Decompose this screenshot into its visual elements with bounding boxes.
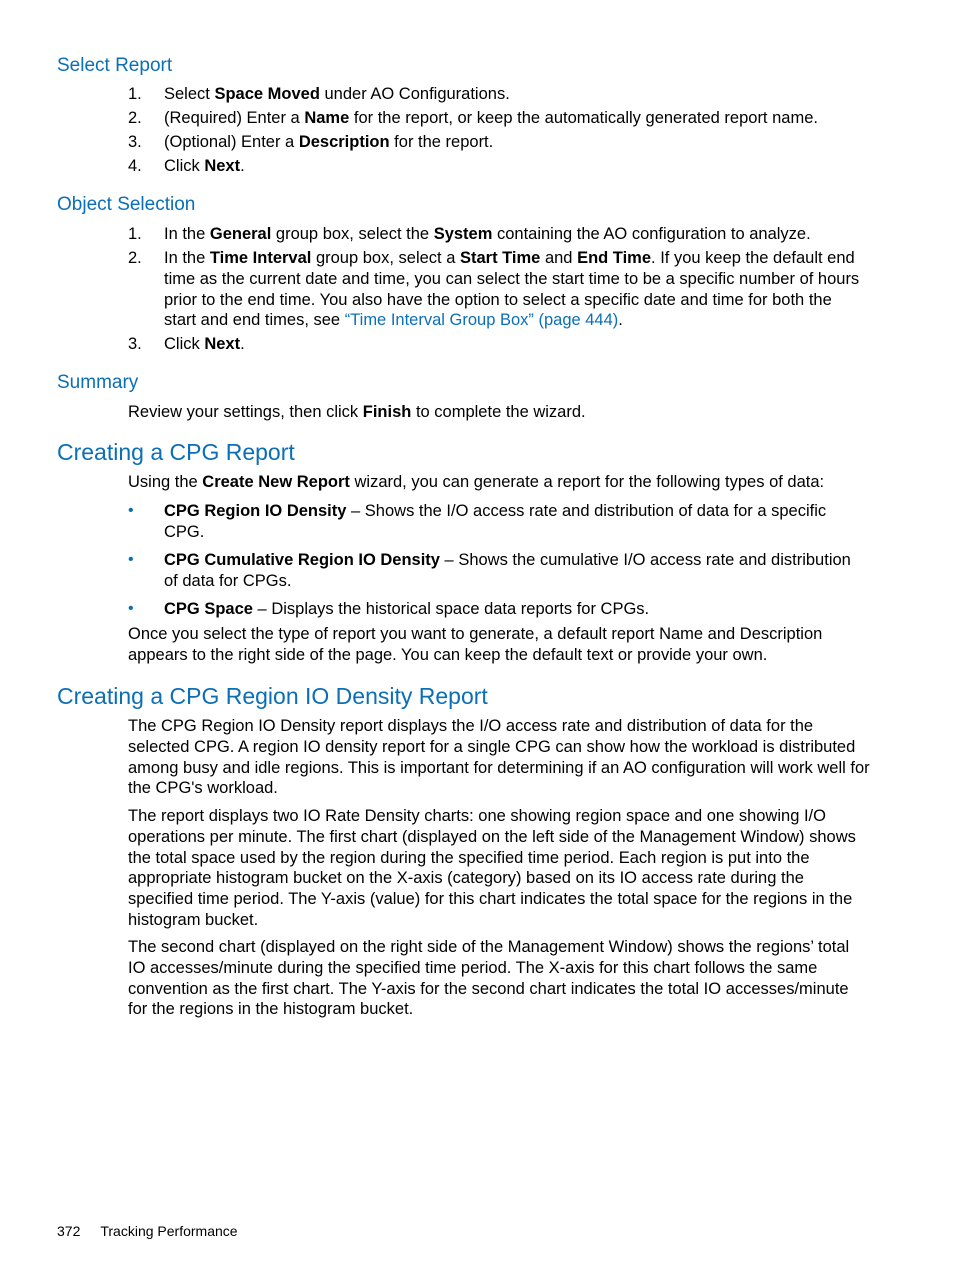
heading-summary: Summary	[57, 372, 139, 393]
heading-creating-cpg-report: Creating a CPG Report	[57, 439, 295, 465]
cpg-report-intro: Using the Create New Report wizard, you can generate a report for the following types of data:	[128, 473, 825, 491]
bullet-icon: •	[128, 600, 134, 617]
heading-select-report: Select Report	[57, 55, 173, 76]
page-footer	[57, 1222, 238, 1240]
bullet-icon: •	[128, 502, 134, 519]
page-number: 372	[57, 1223, 81, 1239]
summary-text: Review your settings, then click Finish to complete the wizard.	[128, 403, 586, 421]
region-io-paragraph-1: The CPG Region IO Density report displays the I/O access rate and distribution of data for the selected CPG. A region IO density report for a single CPG can show how the workload is distributed among busy and idle regions. This is important for determining if an AO configuration will work well for the CPG's workload.	[128, 717, 870, 798]
bullet-icon: •	[128, 551, 134, 568]
time-interval-group-box-link[interactable]: “Time Interval Group Box” (page 444)	[344, 311, 619, 330]
heading-region-io-density-report: Creating a CPG Region IO Density Report	[57, 683, 488, 709]
cpg-report-closing: Once you select the type of report you want to generate, a default report Name and Description appears to the right side of the page. You can keep the default text or provide your own.	[128, 625, 823, 664]
heading-object-selection: Object Selection	[57, 194, 196, 215]
region-io-paragraph-3: The second chart (displayed on the right side of the Management Window) shows the regions’ total IO accesses/minute during the specified time period. The X-axis for this chart follows the same convention as the first chart. The Y-axis for the second chart indicates the total IO accesses/minute for the regions in the histogram bucket.	[128, 938, 850, 1019]
region-io-paragraph-2: The report displays two IO Rate Density charts: one showing region space and one showing I/O operations per minute. The first chart (displayed on the left side of the Management Window) shows the total space used by the region during the specified time period. Each region is put into the appropriate histogram bucket on the X-axis (category) based on its IO access rate during the specified time period. The Y-axis (value) for this chart indicates the total space for the regions in the histogram bucket.	[128, 807, 856, 929]
footer-section-title: Tracking Performance	[100, 1223, 238, 1239]
